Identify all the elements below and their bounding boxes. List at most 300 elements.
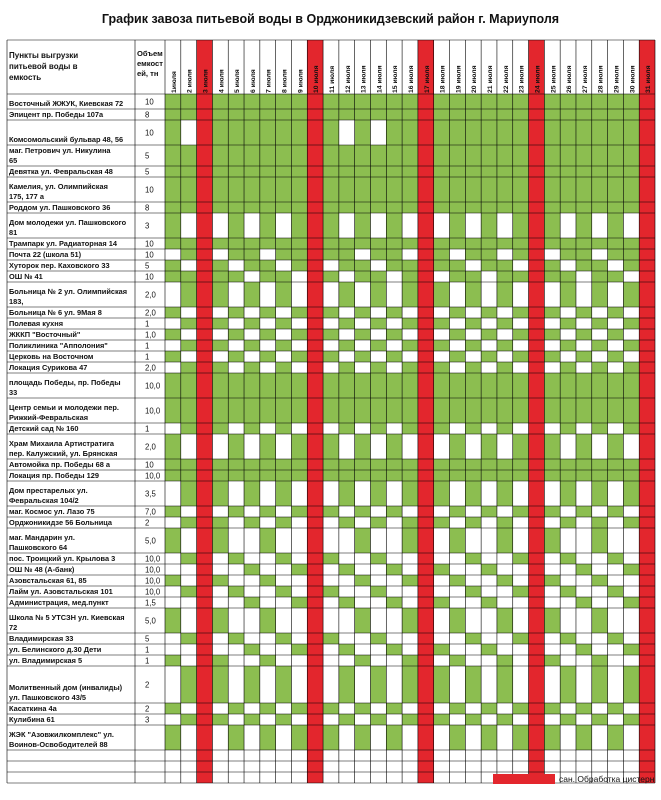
delivery-cell: [592, 271, 608, 282]
delivery-cell: [370, 633, 386, 644]
delivery-cell: [402, 109, 418, 120]
delivery-cell: [402, 177, 418, 202]
delivery-cell: [323, 177, 339, 202]
delivery-cell: [450, 575, 466, 586]
delivery-cell: [260, 166, 276, 177]
delivery-cell: [260, 528, 276, 553]
delivery-cell: [513, 94, 529, 109]
delivery-cell: [323, 703, 339, 714]
delivery-cell: [402, 94, 418, 109]
delivery-cell: [228, 109, 244, 120]
delivery-cell: [386, 329, 402, 340]
delivery-cell: [592, 202, 608, 213]
delivery-cell: [323, 586, 339, 597]
delivery-cell: [291, 249, 307, 260]
day-header: 27 июля: [581, 65, 589, 93]
delivery-cell: [576, 725, 592, 750]
delivery-cell: [623, 177, 639, 202]
point-name: Полевая кухня: [9, 319, 64, 328]
delivery-cell: [450, 373, 466, 398]
delivery-cell: [576, 94, 592, 109]
delivery-cell: [465, 714, 481, 725]
delivery-cell: [450, 260, 466, 271]
delivery-cell: [165, 271, 181, 282]
delivery-cell: [370, 586, 386, 597]
delivery-cell: [212, 340, 228, 351]
volume-value: 5,0: [145, 616, 156, 626]
delivery-cell: [260, 655, 276, 666]
delivery-cell: [260, 145, 276, 166]
delivery-cell: [355, 575, 371, 586]
delivery-cell: [181, 423, 197, 434]
delivery-cell: [450, 655, 466, 666]
delivery-cell: [291, 94, 307, 109]
delivery-cell: [450, 271, 466, 282]
volume-value: 10: [145, 97, 154, 107]
delivery-cell: [560, 145, 576, 166]
delivery-cell: [434, 459, 450, 470]
delivery-cell: [212, 714, 228, 725]
delivery-cell: [608, 271, 624, 282]
delivery-cell: [544, 608, 560, 633]
delivery-cell: [339, 481, 355, 506]
delivery-cell: [339, 644, 355, 655]
delivery-cell: [260, 703, 276, 714]
delivery-cell: [212, 470, 228, 481]
day-header: 30 июля: [629, 65, 637, 93]
delivery-cell: [513, 725, 529, 750]
delivery-cell: [386, 398, 402, 423]
delivery-cell: [608, 202, 624, 213]
delivery-cell: [323, 725, 339, 750]
delivery-cell: [481, 109, 497, 120]
delivery-cell: [560, 202, 576, 213]
point-name: маг. Мандарин ул.: [9, 533, 75, 542]
delivery-cell: [244, 597, 260, 608]
delivery-cell: [560, 94, 576, 109]
point-name: Орджоникидзе 56 Больница: [9, 518, 113, 527]
point-name: площадь Победы, пр. Победы: [9, 378, 121, 387]
delivery-cell: [544, 238, 560, 249]
delivery-cell: [513, 238, 529, 249]
delivery-cell: [260, 238, 276, 249]
delivery-cell: [434, 644, 450, 655]
delivery-cell: [623, 202, 639, 213]
delivery-cell: [592, 145, 608, 166]
delivery-cell: [228, 506, 244, 517]
point-name: Почта 22 (школа 51): [9, 250, 82, 259]
delivery-cell: [323, 166, 339, 177]
delivery-cell: [544, 145, 560, 166]
delivery-cell: [244, 120, 260, 145]
delivery-cell: [212, 528, 228, 553]
delivery-cell: [165, 434, 181, 459]
delivery-cell: [608, 166, 624, 177]
delivery-cell: [386, 94, 402, 109]
delivery-cell: [386, 564, 402, 575]
delivery-cell: [339, 459, 355, 470]
delivery-cell: [339, 318, 355, 329]
delivery-cell: [244, 481, 260, 506]
delivery-cell: [544, 470, 560, 481]
volume-value: 10: [145, 128, 154, 138]
delivery-cell: [481, 703, 497, 714]
delivery-cell: [165, 260, 181, 271]
delivery-cell: [434, 94, 450, 109]
delivery-cell: [212, 120, 228, 145]
delivery-cell: [228, 459, 244, 470]
day-header: 25 июля: [550, 65, 558, 93]
delivery-cell: [560, 249, 576, 260]
point-name: ЖККП "Восточный": [9, 330, 81, 339]
delivery-cell: [355, 373, 371, 398]
delivery-cell: [323, 120, 339, 145]
volume-value: 1: [145, 352, 150, 362]
delivery-cell: [228, 398, 244, 423]
delivery-cell: [560, 517, 576, 528]
delivery-cell: [560, 271, 576, 282]
day-header: 1июля: [170, 71, 178, 93]
delivery-cell: [260, 213, 276, 238]
delivery-cell: [481, 249, 497, 260]
volume-value: 10: [145, 185, 154, 195]
delivery-cell: [497, 238, 513, 249]
delivery-cell: [592, 238, 608, 249]
delivery-cell: [212, 655, 228, 666]
delivery-cell: [465, 202, 481, 213]
delivery-cell: [386, 459, 402, 470]
delivery-cell: [212, 398, 228, 423]
delivery-cell: [465, 282, 481, 307]
delivery-cell: [576, 166, 592, 177]
delivery-cell: [244, 714, 260, 725]
delivery-cell: [497, 423, 513, 434]
delivery-cell: [181, 714, 197, 725]
point-name: Дом молодежи ул. Пашковского: [9, 218, 127, 227]
delivery-cell: [465, 633, 481, 644]
point-name: Центр семьи и молодежи пер.: [9, 403, 119, 412]
delivery-cell: [434, 238, 450, 249]
delivery-cell: [276, 423, 292, 434]
point-name: ул. Пашковского 43/5: [9, 693, 87, 702]
delivery-cell: [355, 398, 371, 423]
delivery-cell: [497, 398, 513, 423]
delivery-cell: [497, 481, 513, 506]
delivery-cell: [497, 362, 513, 373]
delivery-cell: [165, 655, 181, 666]
point-name: ОШ № 48 (А-банк): [9, 565, 75, 574]
delivery-cell: [481, 120, 497, 145]
delivery-cell: [291, 373, 307, 398]
volume-value: 10: [145, 239, 154, 249]
delivery-cell: [623, 481, 639, 506]
delivery-cell: [608, 553, 624, 564]
delivery-cell: [244, 318, 260, 329]
delivery-cell: [386, 506, 402, 517]
delivery-cell: [592, 340, 608, 351]
delivery-cell: [434, 145, 450, 166]
delivery-cell: [576, 249, 592, 260]
delivery-cell: [465, 517, 481, 528]
day-header: 17 июля: [423, 65, 431, 93]
delivery-cell: [355, 351, 371, 362]
delivery-cell: [513, 213, 529, 238]
delivery-cell: [370, 166, 386, 177]
delivery-cell: [355, 434, 371, 459]
delivery-cell: [560, 362, 576, 373]
delivery-cell: [323, 238, 339, 249]
delivery-cell: [465, 470, 481, 481]
day-header: 24 июля: [534, 65, 542, 93]
delivery-cell: [323, 145, 339, 166]
point-name: Февральская 104/2: [9, 496, 79, 505]
sanitation-column: [307, 40, 323, 783]
delivery-cell: [497, 260, 513, 271]
delivery-cell: [481, 373, 497, 398]
delivery-cell: [481, 470, 497, 481]
volume-value: 1: [145, 424, 150, 434]
delivery-cell: [355, 329, 371, 340]
delivery-cell: [386, 145, 402, 166]
delivery-cell: [228, 553, 244, 564]
delivery-cell: [355, 725, 371, 750]
delivery-cell: [544, 307, 560, 318]
delivery-cell: [465, 373, 481, 398]
delivery-cell: [244, 177, 260, 202]
delivery-cell: [181, 459, 197, 470]
delivery-cell: [260, 506, 276, 517]
delivery-cell: [608, 586, 624, 597]
delivery-cell: [323, 553, 339, 564]
delivery-cell: [592, 120, 608, 145]
delivery-cell: [181, 553, 197, 564]
delivery-cell: [576, 398, 592, 423]
delivery-cell: [450, 434, 466, 459]
delivery-cell: [355, 238, 371, 249]
point-name: Касаткина 4а: [9, 704, 57, 713]
delivery-cell: [497, 166, 513, 177]
delivery-cell: [623, 398, 639, 423]
delivery-cell: [576, 238, 592, 249]
delivery-cell: [450, 608, 466, 633]
delivery-cell: [623, 470, 639, 481]
delivery-cell: [291, 644, 307, 655]
delivery-cell: [323, 459, 339, 470]
delivery-cell: [513, 373, 529, 398]
delivery-cell: [497, 470, 513, 481]
delivery-cell: [323, 213, 339, 238]
delivery-cell: [481, 145, 497, 166]
delivery-cell: [623, 517, 639, 528]
delivery-cell: [228, 351, 244, 362]
delivery-cell: [323, 434, 339, 459]
delivery-cell: [465, 340, 481, 351]
delivery-cell: [291, 703, 307, 714]
delivery-cell: [355, 94, 371, 109]
point-name: 183,: [9, 297, 24, 306]
delivery-cell: [370, 714, 386, 725]
point-name: Дом престарелых ул.: [9, 486, 88, 495]
delivery-cell: [355, 177, 371, 202]
delivery-cell: [450, 109, 466, 120]
delivery-cell: [355, 202, 371, 213]
delivery-cell: [276, 202, 292, 213]
delivery-cell: [291, 398, 307, 423]
delivery-cell: [228, 434, 244, 459]
delivery-cell: [592, 666, 608, 703]
point-name: Молитвенный дом (инвалиды): [9, 683, 123, 692]
delivery-cell: [165, 145, 181, 166]
delivery-cell: [544, 260, 560, 271]
header-volume-label: емкост: [137, 59, 163, 68]
delivery-cell: [576, 597, 592, 608]
delivery-cell: [260, 177, 276, 202]
delivery-cell: [386, 109, 402, 120]
day-header: 5 июля: [234, 69, 242, 93]
delivery-cell: [181, 94, 197, 109]
delivery-cell: [402, 282, 418, 307]
delivery-cell: [339, 470, 355, 481]
delivery-cell: [355, 608, 371, 633]
delivery-cell: [165, 459, 181, 470]
delivery-cell: [465, 423, 481, 434]
delivery-cell: [402, 398, 418, 423]
volume-value: 10,0: [145, 471, 161, 481]
delivery-cell: [608, 351, 624, 362]
delivery-cell: [434, 517, 450, 528]
delivery-cell: [355, 506, 371, 517]
delivery-cell: [260, 575, 276, 586]
delivery-cell: [497, 318, 513, 329]
delivery-cell: [181, 109, 197, 120]
delivery-cell: [608, 213, 624, 238]
delivery-cell: [386, 703, 402, 714]
delivery-cell: [465, 481, 481, 506]
delivery-cell: [465, 166, 481, 177]
delivery-cell: [544, 506, 560, 517]
delivery-cell: [244, 260, 260, 271]
delivery-cell: [276, 633, 292, 644]
delivery-cell: [450, 202, 466, 213]
delivery-cell: [434, 260, 450, 271]
delivery-cell: [355, 470, 371, 481]
delivery-cell: [370, 423, 386, 434]
delivery-cell: [386, 202, 402, 213]
point-name: 65: [9, 156, 18, 165]
delivery-cell: [497, 608, 513, 633]
delivery-cell: [291, 564, 307, 575]
delivery-cell: [402, 528, 418, 553]
delivery-cell: [260, 470, 276, 481]
delivery-cell: [434, 423, 450, 434]
delivery-cell: [260, 725, 276, 750]
delivery-cell: [212, 109, 228, 120]
point-name: Локация Сурикова 47: [9, 363, 88, 372]
delivery-cell: [402, 340, 418, 351]
delivery-cell: [608, 307, 624, 318]
delivery-cell: [228, 633, 244, 644]
delivery-cell: [434, 166, 450, 177]
day-header: 7 июля: [265, 69, 273, 93]
volume-value: 2,0: [145, 290, 156, 300]
volume-value: 1: [145, 656, 150, 666]
delivery-cell: [623, 644, 639, 655]
delivery-cell: [244, 459, 260, 470]
delivery-cell: [592, 398, 608, 423]
delivery-cell: [291, 351, 307, 362]
delivery-cell: [450, 120, 466, 145]
delivery-cell: [576, 351, 592, 362]
delivery-cell: [465, 94, 481, 109]
point-name: 33: [9, 388, 18, 397]
delivery-cell: [212, 517, 228, 528]
delivery-cell: [450, 213, 466, 238]
delivery-cell: [165, 575, 181, 586]
delivery-cell: [291, 506, 307, 517]
delivery-cell: [212, 166, 228, 177]
point-name: Храм Михаила Артистратига: [9, 439, 115, 448]
delivery-cell: [465, 318, 481, 329]
delivery-cell: [228, 249, 244, 260]
delivery-cell: [165, 94, 181, 109]
sanitation-column: [639, 40, 655, 783]
delivery-cell: [212, 666, 228, 703]
volume-value: 10: [145, 272, 154, 282]
delivery-cell: [165, 398, 181, 423]
delivery-cell: [370, 271, 386, 282]
delivery-cell: [513, 553, 529, 564]
delivery-cell: [291, 459, 307, 470]
delivery-cell: [623, 597, 639, 608]
delivery-cell: [402, 459, 418, 470]
delivery-cell: [291, 166, 307, 177]
delivery-cell: [592, 373, 608, 398]
delivery-cell: [244, 202, 260, 213]
delivery-cell: [544, 271, 560, 282]
delivery-cell: [434, 666, 450, 703]
day-header: 14 июля: [376, 65, 384, 93]
delivery-cell: [323, 109, 339, 120]
point-name: 81: [9, 228, 18, 237]
delivery-cell: [386, 434, 402, 459]
delivery-cell: [323, 398, 339, 423]
delivery-cell: [608, 109, 624, 120]
sanitation-column: [197, 40, 213, 783]
delivery-cell: [228, 329, 244, 340]
delivery-cell: [291, 725, 307, 750]
delivery-cell: [402, 318, 418, 329]
delivery-cell: [513, 202, 529, 213]
point-name: Школа № 5 УТСЗН ул. Киевская: [9, 613, 125, 622]
delivery-cell: [165, 329, 181, 340]
delivery-cell: [434, 282, 450, 307]
delivery-cell: [544, 177, 560, 202]
delivery-cell: [608, 725, 624, 750]
delivery-cell: [291, 470, 307, 481]
delivery-cell: [560, 481, 576, 506]
delivery-cell: [260, 109, 276, 120]
delivery-cell: [450, 166, 466, 177]
delivery-cell: [592, 608, 608, 633]
delivery-cell: [339, 238, 355, 249]
delivery-cell: [323, 307, 339, 318]
delivery-cell: [244, 362, 260, 373]
delivery-cell: [560, 423, 576, 434]
point-name: Девятка ул. Февральская 48: [9, 167, 113, 176]
delivery-cell: [560, 120, 576, 145]
delivery-cell: [623, 238, 639, 249]
delivery-cell: [465, 238, 481, 249]
